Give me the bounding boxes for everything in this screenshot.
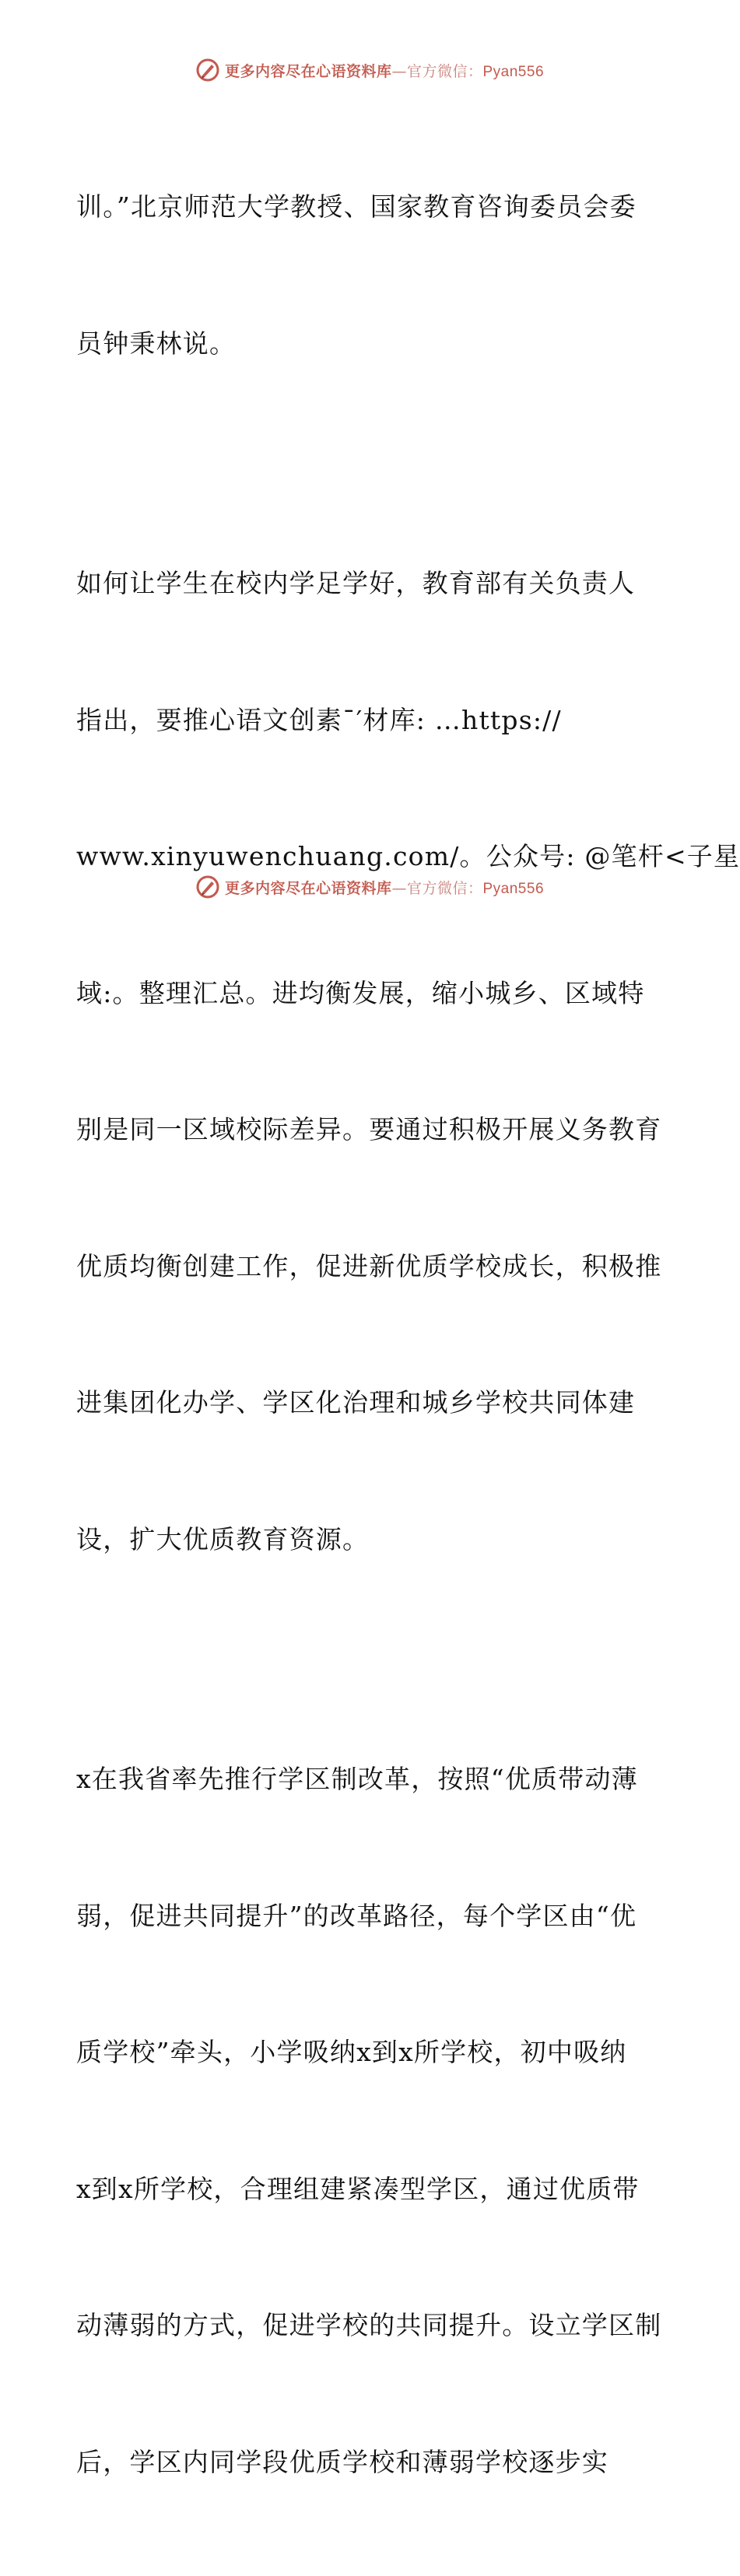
text-line: x在我省率先推行学区制改革，按照“优质带动薄 <box>76 1764 638 1794</box>
text-line: 别是同一区域校际差异。要通过积极开展义务教育 <box>76 1114 662 1144</box>
text-line: 动薄弱的方式，促进学校的共同提升。设立学区制 <box>76 2310 662 2340</box>
text-line: 员钟秉林说。 <box>76 328 237 359</box>
text-line: x到x所学校，合理组建紧凑型学区，通过优质带 <box>76 2173 640 2204</box>
watermark-wechat-id: Pyan556 <box>482 63 545 80</box>
watermark-separator: — <box>391 879 407 897</box>
pen-circle-logo-icon <box>195 58 220 82</box>
watermark-separator: — <box>391 62 407 80</box>
text-line: 设，扩大优质教育资源。 <box>76 1523 370 1554</box>
watermark-wechat-label: 官方微信： <box>406 879 483 897</box>
document-body <box>76 93 740 2576</box>
text-line: 指出，要推心语文创素¯′材库: …https:// <box>76 704 562 735</box>
text-line: 弱，促进共同提升”的改革路径，每个学区由“优 <box>76 1900 637 1931</box>
text-line: 训。”北京师范大学教授、国家教育咨询委员会委 <box>76 191 637 222</box>
text-line: 后，学区内同学段优质学校和薄弱学校逐步实 <box>76 2446 608 2477</box>
text-line: www.xinyuwenchuang.com/。公众号: @笔杆<子星 <box>76 841 740 871</box>
text-line: 进集团化办学、学区化治理和城乡学校共同体建 <box>76 1387 636 1418</box>
paragraph-1 <box>76 93 668 457</box>
watermark-wechat-id: Pyan556 <box>482 880 545 897</box>
watermark-header <box>0 54 739 86</box>
text-line: 如何让学生在校内学足学好，教育部有关负责人 <box>76 568 636 598</box>
watermark-footer <box>0 871 739 902</box>
paragraph-2 <box>76 470 740 1653</box>
text-line: 质学校”牵头，小学吸纳x到x所学校，初中吸纳 <box>76 2037 627 2067</box>
watermark-brand: 更多内容尽在心语资料库 <box>224 879 392 897</box>
watermark-wechat-label: 官方微信： <box>406 62 483 80</box>
watermark-brand: 更多内容尽在心语资料库 <box>224 62 392 80</box>
watermark-text <box>225 60 544 81</box>
text-line: 域:。整理汇总。进均衡发展，缩小城乡、区域特 <box>76 977 645 1008</box>
text-line: 优质均衡创建工作，促进新优质学校成长，积极推 <box>76 1250 662 1281</box>
paragraph-3 <box>76 1666 668 2576</box>
pen-circle-logo-icon <box>195 874 220 899</box>
watermark-text <box>225 877 544 898</box>
